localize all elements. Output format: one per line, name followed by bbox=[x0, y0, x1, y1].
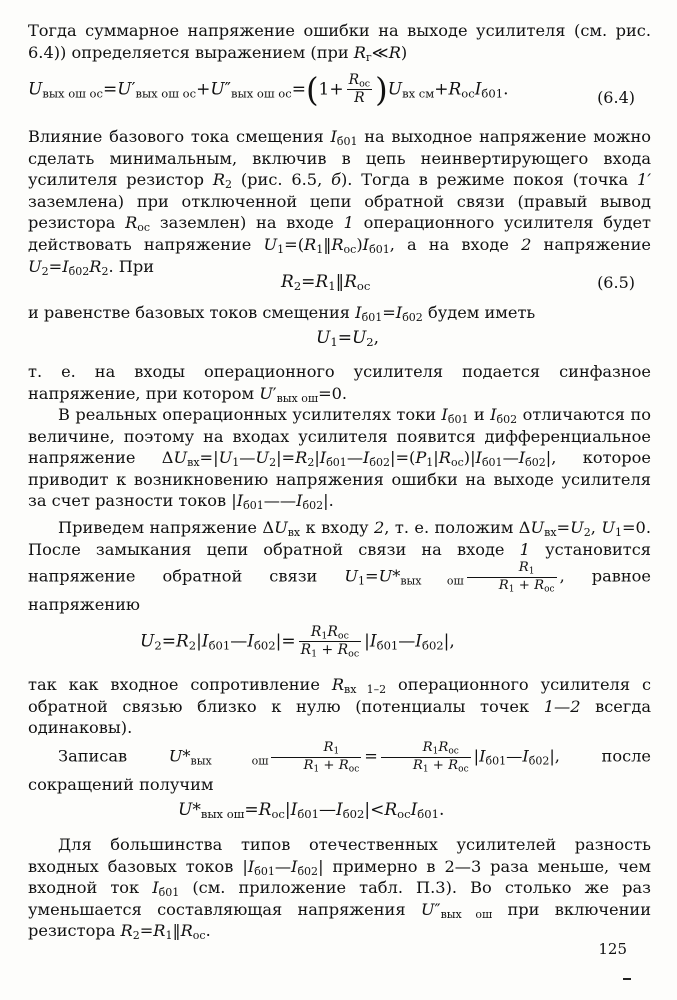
equation-6-4-number: (6.4) bbox=[597, 88, 635, 107]
paragraph-5: В реальных операционных усилителях токи $I_{б01}$ и $I_{б02}$ отличаются по величине, поэтому на входах усилителя появится дифференциальное напряжение $\Delta U_{вх}=|U_1—U_2|=R_2|I_{б01}—I_{б02}|=(P_1|R_{ос})|I_{б01}—I_{б02}|$, которое приводит к возникновению напряжения ошибки на выходе усилителя за счет разности токов $|I_{б01}——I_{б02}|$. bbox=[28, 405, 651, 513]
paragraph-2: Влияние базового тока смещения $I_{б01}$ на выходное напряжение можно сделать минимальным, включив в цепь неинвертирующего входа усилителя резистор $R_2$ (рис. 6.5, б). Тогда в режиме покоя (точка 1′ заземлена) при отключенной цепи обратной связи (правый вывод резистора $R_{ос}$ заземлен) на входе 1 операционного усилителя будет действовать напряжение $U_1=(R_1‖R_{ос})I_{б01}$, а на входе 2 напряжение $U_2=I_{б02}R_2$. При bbox=[28, 127, 651, 278]
decorative-mark bbox=[623, 978, 631, 980]
paragraph-4: т. е. на входы операционного усилителя подается синфазное напряжение, при котором $U'_{вых ош}=0$. bbox=[28, 362, 651, 405]
paragraph-9: Для большинства типов отечественных усилителей разность входных базовых токов $|I_{б01}—I_{б02}|$ примерно в 2—3 раза меньше, чем входной ток $I_{б01}$ (см. приложение табл. П.3). Во столько же раз уменьшается составляющая напряжения $U''_{вых ош}$ при включении резистора $R_2=R_1‖R_{ос}$. bbox=[28, 835, 651, 943]
paragraph-3: и равенстве базовых токов смещения $I_{б01}=I_{б02}$ будем иметь bbox=[28, 303, 536, 324]
page-number: 125 bbox=[598, 940, 627, 958]
equation-6-5-number: (6.5) bbox=[597, 273, 635, 292]
equation-6-5: $R_2=R_1‖R_{ос}$ bbox=[281, 272, 371, 293]
equation-u1-equals-u2: $U_1=U_2$, bbox=[316, 328, 380, 349]
paragraph-8: Записав $U*_{вых ош}$ $\frac{R_1}{R_1 + R_{ос}}$ = $\frac{R_1R_{ос}}{R_1 + R_{ос}}$ $|I_{б01}—I_{б02}|$, после сокращений получим bbox=[28, 740, 652, 795]
paragraph-7: так как входное сопротивление $R_{вх 1-2}$ операционного усилителя с обратной связью близко к нулю (потенциалы точек 1—2 всегда одинаковы). bbox=[28, 675, 652, 738]
paragraph-6: Приведем напряжение $\Delta U_{вх}$ к входу 2, т. е. положим $\Delta U_{вх}=U_2$, $U_1=0$. После замыкания цепи обратной связи на входе 1 установится напряжение обратной связи $U_1=U*_{вых ош}$ $\frac{R_1}{R_1 + R_{ос}}$ , равное напряжению bbox=[28, 518, 651, 615]
paragraph-1: Тогда суммарное напряжение ошибки на выходе усилителя (см. рис. 6.4)) определяется выражением (при $R_г≪R$) bbox=[28, 21, 651, 64]
equation-u2: $U_2=R_2|I_{б01}—I_{б02}|=$ $\frac{R_1R_{ос}}{R_1 + R_{ос}}$ $|I_{б01}—I_{б02}|$, bbox=[140, 624, 455, 660]
equation-inequality: $U*_{вых ош}=R_{ос}|I_{б01}—I_{б02}|<R_{ос}I_{б01}$. bbox=[178, 800, 445, 821]
equation-6-4: $U_{вых ош ос}=U'_{вых ош ос}+U''_{вых ош ос}=(1+$ $\frac{R_{ос}}{R}$ )$U_{вх см}+R_{ос}I_{б01}$. bbox=[28, 70, 509, 109]
